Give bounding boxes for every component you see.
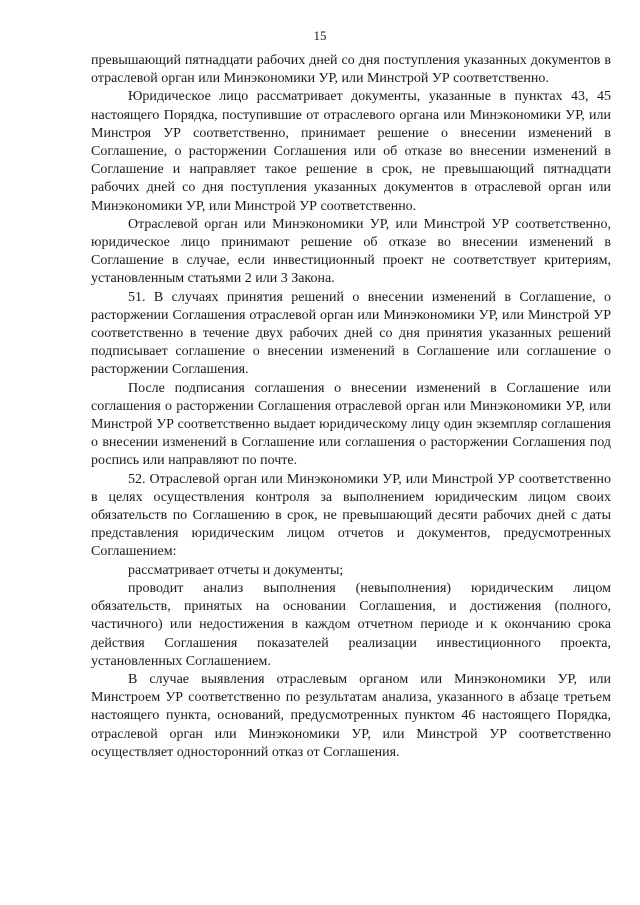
paragraph: рассматривает отчеты и документы; [128, 562, 344, 578]
paragraph: превышающий пятнадцати рабочих дней со дня поступления указанных документов в отраслевой орган или Минэкономики УР, или Минстрой УР соответственно. [91, 53, 611, 87]
paragraph: проводит анализ выполнения (невыполнения) юридическим лицом обязательств, принятых на основании Соглашения, и достижения (полного, частичного) или недостижения в каждом отчетном периоде и к окончанию срока действия Соглашения показателей реализации инвестиционного проекта, установленных Соглашением. [91, 580, 611, 669]
paragraph: Юридическое лицо рассматривает документы, указанные в пунктах 43, 45 настоящего Порядка, поступившие от отраслевого органа или Минэкономики УР, или Минстроя УР соответственно, принимает решение о внесении изменений в Соглашение, о расторжении Соглашения или об отказе во внесении изменений в Соглашение и направляет такое решение в срок, не превышающий пятнадцати рабочих дней со дня поступления указанных документов в отраслевой орган или Минэкономики УР, или Минстрой УР соответственно. [91, 89, 611, 214]
paragraph: В случае выявления отраслевым органом или Минэкономики УР, или Минстроем УР соответственно по результатам анализа, указанного в абзаце третьем настоящего пункта, оснований, предусмотренных пунктом 46 настоящего Порядка, отраслевой орган или Минэкономики УР, или Минстрой УР соответственно осуществляет односторонний отказ от Соглашения. [91, 671, 611, 760]
paragraph: После подписания соглашения о внесении изменений в Соглашение или соглашения о расторжении Соглашения отраслевой орган или Минэкономики УР, или Минстрой УР соответственно выдает юридическому лицу один экземпляр соглашения о внесении изменений в Соглашение или соглашения о расторжении Соглашения под роспись или направляют по почте. [91, 380, 611, 469]
paragraph: 52. Отраслевой орган или Минэкономики УР, или Минстрой УР соответственно в целях осуществления контроля за выполнением юридическим лицом своих обязательств по Соглашению в срок, не превышающий десяти рабочих дней с даты представления юридическим лицом отчетов и документов, предусмотренных Соглашением: [91, 471, 611, 560]
paragraph: 51. В случаях принятия решений о внесении изменений в Соглашение, о расторжении Соглашения отраслевой орган или Минэкономики УР, или Минстрой УР соответственно в течение двух рабочих дней со дня принятия указанных решений подписывает соглашение о внесении изменений в Соглашение или соглашение о расторжении Соглашения. [91, 289, 611, 378]
body-text [91, 52, 611, 762]
paragraph: Отраслевой орган или Минэкономики УР, или Минстрой УР соответственно, юридическое лицо принимают решение об отказе во внесении изменений в Соглашение в случае, если инвестиционный проект не соответствует критериям, установленным статьями 2 или 3 Закона. [91, 216, 611, 287]
page-number: 15 [313, 28, 327, 43]
